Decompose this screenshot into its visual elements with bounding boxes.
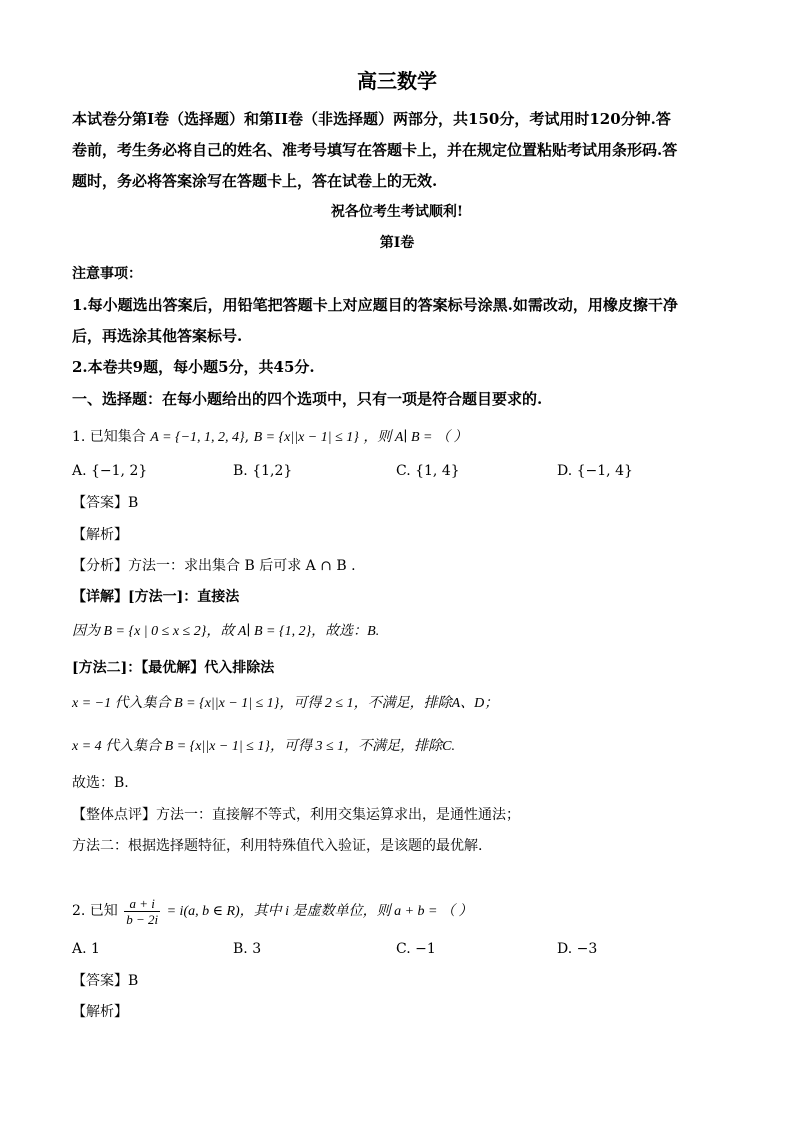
intro-line-1: 本试卷分第I卷（选择题）和第II卷（非选择题）两部分，共150分，考试用时120分钟.答 bbox=[72, 110, 671, 128]
q1-step-3: x = 4 代入集合 B = {x||x − 1| ≤ 1}，可得 3 ≤ 1，不满足，排除C. bbox=[72, 739, 455, 754]
q1-review-2: 方法二：根据选择题特征，利用特殊值代入验证，是该题的最优解. bbox=[72, 838, 483, 854]
q2-prefix: 2. 已知 bbox=[72, 903, 118, 919]
q2-option-b: B. 3 bbox=[233, 941, 262, 957]
q1-method-2-heading: [方法二]：【最优解】代入排除法 bbox=[72, 660, 275, 676]
volume-heading: 第I卷 bbox=[379, 235, 415, 251]
q2-option-a: A. 1 bbox=[72, 941, 100, 957]
q2-option-c: C. −1 bbox=[396, 941, 436, 957]
section-heading: 一、选择题：在每小题给出的四个选项中，只有一项是符合题目要求的. bbox=[72, 390, 543, 408]
q1-set-b: B = {x||x − 1| ≤ 1} bbox=[253, 430, 359, 445]
q2-fraction-denominator: b − 2i bbox=[126, 911, 159, 927]
question-2 bbox=[72, 893, 472, 930]
q2-answer: 【答案】B bbox=[72, 973, 139, 989]
q1-detail-heading: 【详解】[方法一]：直接法 bbox=[72, 589, 240, 605]
q1-answer: 【答案】B bbox=[72, 495, 139, 511]
q1-option-d: D. {−1, 4} bbox=[557, 463, 633, 479]
wish-text: 祝各位考生考试顺利! bbox=[330, 204, 464, 220]
q1-step-2: x = −1 代入集合 B = {x||x − 1| ≤ 1}，可得 2 ≤ 1，不满足，排除A、D； bbox=[72, 696, 499, 711]
notice-item-1a: 1.每小题选出答案后，用铅笔把答题卡上对应题目的答案标号涂黑.如需改动，用橡皮擦干净 bbox=[72, 296, 678, 314]
q1-prefix: 1. 已知集合 bbox=[72, 429, 146, 445]
q1-set-a: A = {−1, 1, 2, 4} bbox=[150, 430, 245, 445]
q1-option-b: B. {1,2} bbox=[233, 463, 293, 479]
q2-fraction-numerator: a + i bbox=[124, 896, 160, 912]
q1-fenxi: 【分析】方法一：求出集合 B 后可求 A ∩ B . bbox=[72, 558, 356, 574]
q1-step-1: 因为 B = {x | 0 ≤ x ≤ 2}，故 A∣ B = {1, 2}，故选：B. bbox=[72, 624, 380, 639]
q2-rest: = i(a, b ∈ R)，其中 i 是虚数单位，则 a + b = （ ） bbox=[166, 904, 473, 919]
notice-item-2: 2.本卷共9题，每小题5分，共45分. bbox=[72, 358, 315, 376]
q1-option-c: C. {1, 4} bbox=[396, 463, 460, 479]
q2-fraction bbox=[124, 896, 160, 927]
q1-analysis-label: 【解析】 bbox=[72, 527, 128, 543]
question-1: 1. 已知集合 A = {−1, 1, 2, 4}, B = {x||x − 1| ≤ 1} ，则 A∣ B = （ ） bbox=[72, 429, 468, 445]
intro-line-3: 题时，务必将答案涂写在答题卡上，答在试卷上的无效. bbox=[72, 172, 438, 190]
notice-title: 注意事项： bbox=[72, 266, 142, 282]
notice-item-1b: 后，再选涂其他答案标号. bbox=[72, 327, 243, 345]
q2-option-d: D. −3 bbox=[557, 941, 598, 957]
page-title: 高三数学 bbox=[357, 69, 437, 93]
q2-analysis-label: 【解析】 bbox=[72, 1004, 128, 1020]
q1-review-1: 【整体点评】方法一：直接解不等式，利用交集运算求出，是通性通法； bbox=[72, 807, 520, 823]
intro-line-2: 卷前，考生务必将自己的姓名、准考号填写在答题卡上，并在规定位置粘贴考试用条形码.答 bbox=[72, 141, 678, 159]
q1-choose: 故选：B. bbox=[72, 775, 129, 791]
q1-option-a: A. {−1, 2} bbox=[72, 463, 148, 479]
q1-ask: ，则 A∣ B = （ ） bbox=[363, 430, 468, 445]
